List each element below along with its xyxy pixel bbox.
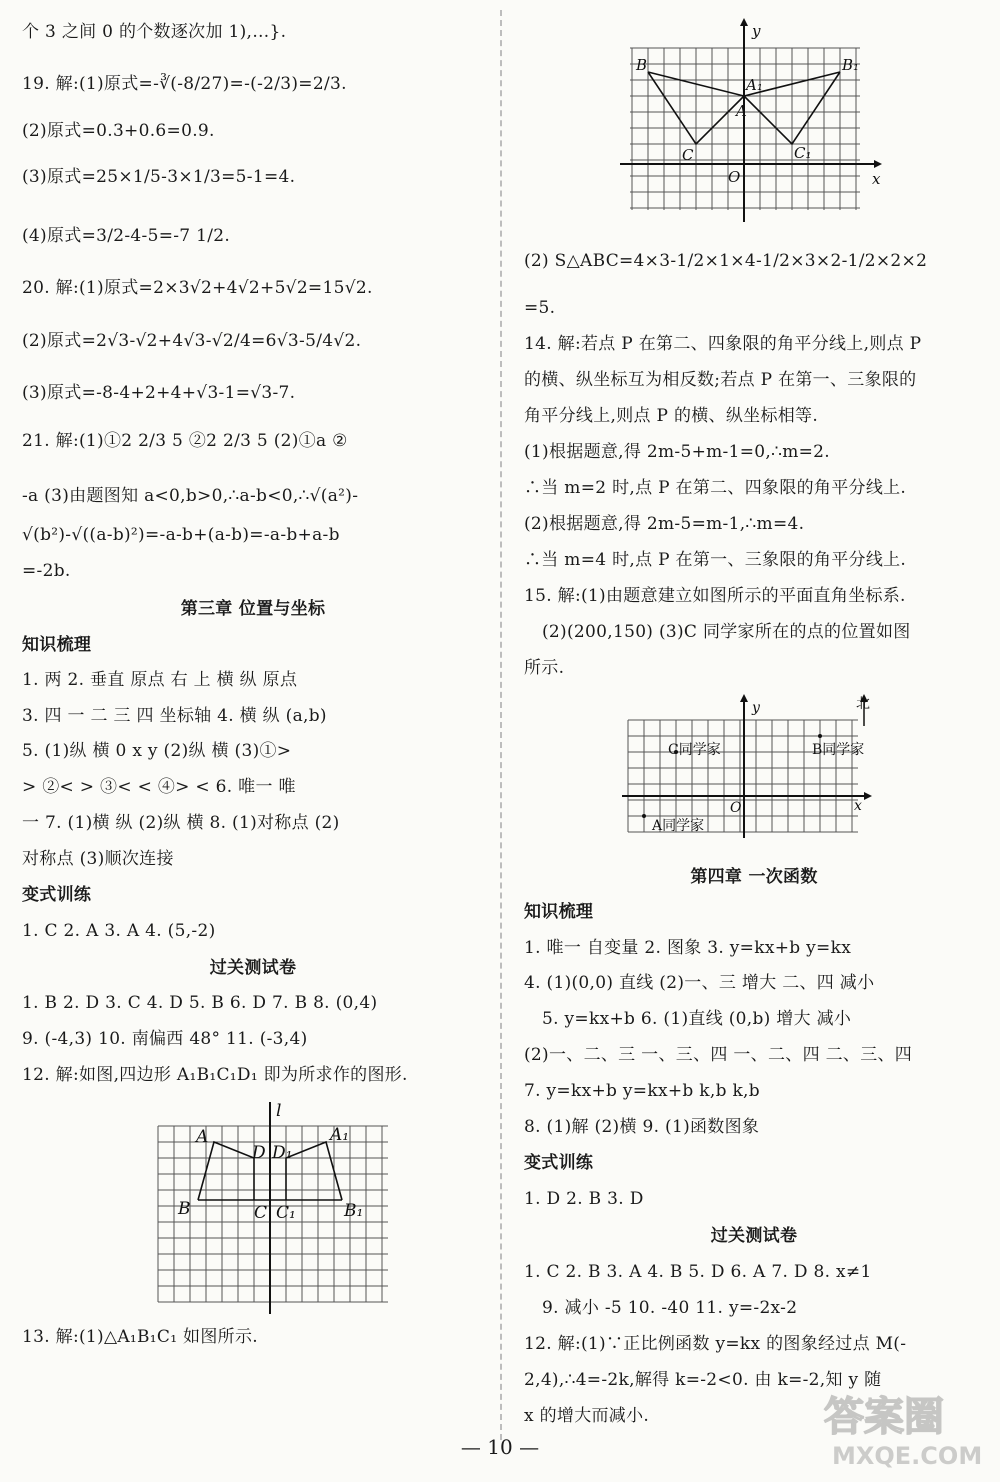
q14-line: 14. 解:若点 P 在第二、四象限的角平分线上,则点 P xyxy=(524,334,922,354)
label-D1: D₁ xyxy=(272,1143,293,1163)
text-line: =-2b. xyxy=(22,561,71,581)
label-y: y xyxy=(752,700,760,716)
label-north: 北 xyxy=(856,696,870,712)
point-A xyxy=(642,814,646,818)
variant-line: 1. C 2. A 3. A 4. (5,-2) xyxy=(22,921,216,941)
column-divider xyxy=(500,10,502,1440)
label-x: x xyxy=(854,798,862,814)
q21-line: 21. 解:(1)①2 2/3 5 ②2 2/3 5 (2)①a ② xyxy=(22,431,348,451)
label-C-home: C同学家 xyxy=(668,742,721,758)
text-line: (2)原式=0.3+0.6=0.9. xyxy=(22,121,215,141)
text-line: 角平分线上,则点 P 的横、纵坐标相等. xyxy=(524,406,819,426)
label-l: l xyxy=(276,1101,282,1121)
text-line: (4)原式=3/2-4-5=-7 1/2. xyxy=(22,226,231,246)
label-O: O xyxy=(728,168,741,186)
knowledge-line: 一 7. (1)横 纵 (2)纵 横 8. (1)对称点 (2) xyxy=(22,813,340,833)
text-line: √(b²)-√((a-b)²)=-a-b+(a-b)=-a-b+a-b xyxy=(22,525,340,545)
variant-heading: 变式训练 xyxy=(524,1153,594,1173)
knowledge-line: 1. 唯一 自变量 2. 图象 3. y=kx+b y=kx xyxy=(524,938,852,958)
knowledge-line: 7. y=kx+b y=kx+b k,b k,b xyxy=(524,1081,760,1101)
label-x: x xyxy=(872,170,881,188)
watermark-site: MXQE.COM xyxy=(832,1442,983,1470)
chapter3-title: 第三章 位置与坐标 xyxy=(180,599,326,619)
test-line: 1. B 2. D 3. C 4. D 5. B 6. D 7. B 8. (0,4) xyxy=(22,993,378,1013)
variant-heading: 变式训练 xyxy=(22,885,92,905)
knowledge-line: (2)一、二、三 一、三、四 一、二、四 二、三、四 xyxy=(524,1045,913,1065)
text-line: (3)原式=25×1/5-3×1/3=5-1=4. xyxy=(22,167,296,187)
text-line: (3)原式=-8-4+2+4+√3-1=√3-7. xyxy=(22,383,296,403)
watermark-logo xyxy=(818,1386,988,1474)
label-C1: C₁ xyxy=(276,1203,296,1223)
text-line: -a (3)由题图知 a<0,b>0,∴a-b<0,∴√(a²)- xyxy=(22,486,359,506)
label-A: A xyxy=(736,102,747,120)
q15-figure xyxy=(618,690,908,842)
q19-line: 19. 解:(1)原式=-∛(-8/27)=-(-2/3)=2/3. xyxy=(22,74,347,94)
test-line: 12. 解:(1)∵正比例函数 y=kx 的图象经过点 M(- xyxy=(524,1334,907,1354)
text-line: 个 3 之间 0 的个数逐次加 1),…}. xyxy=(22,22,287,42)
label-B: B xyxy=(636,56,648,74)
knowledge-line: 1. 两 2. 垂直 原点 右 上 横 纵 原点 xyxy=(22,670,298,690)
q15-line: 15. 解:(1)由题意建立如图所示的平面直角坐标系. xyxy=(524,586,906,606)
label-C: C xyxy=(254,1203,268,1223)
label-A1: A₁ xyxy=(330,1125,350,1145)
text-line: =5. xyxy=(524,298,556,318)
text-line: 所示. xyxy=(524,658,565,678)
chapter4-title: 第四章 一次函数 xyxy=(690,867,818,887)
test-line: 1. C 2. B 3. A 4. B 5. D 6. A 7. D 8. x≠1 xyxy=(524,1262,872,1282)
text-line: ∴当 m=4 时,点 P 在第一、三象限的角平分线上. xyxy=(524,550,907,570)
test-line: x 的增大而减小. xyxy=(524,1406,650,1426)
label-C1: C₁ xyxy=(794,144,812,162)
text-line: (2)原式=2√3-√2+4√3-√2/4=6√3-5/4√2. xyxy=(22,331,362,351)
knowledge-line: 8. (1)解 (2)横 9. (1)函数图象 xyxy=(524,1117,760,1137)
q20-line: 20. 解:(1)原式=2×3√2+4√2+5√2=15√2. xyxy=(22,278,373,298)
text-line: 的横、纵坐标互为相反数;若点 P 在第一、三象限的 xyxy=(524,370,917,390)
label-A: A xyxy=(196,1127,209,1147)
knowledge-line: 5. (1)纵 横 0 x y (2)纵 横 (3)①> xyxy=(22,741,292,761)
text-line: (2) S△ABC=4×3-1/2×1×4-1/2×3×2-1/2×2×2 xyxy=(524,251,928,271)
label-B1: B₁ xyxy=(842,56,860,74)
label-B: B xyxy=(178,1199,191,1219)
knowledge-heading: 知识梳理 xyxy=(22,635,92,655)
knowledge-line: 对称点 (3)顺次连接 xyxy=(22,849,174,869)
label-D: D xyxy=(252,1143,266,1163)
q12-figure xyxy=(152,1096,402,1318)
test-heading: 过关测试卷 xyxy=(710,1226,798,1246)
knowledge-line: 5. y=kx+b 6. (1)直线 (0,b) 增大 减小 xyxy=(542,1009,852,1029)
text-line: (2)(200,150) (3)C 同学家所在的点的位置如图 xyxy=(542,622,911,642)
test-line: 2,4),∴4=-2k,解得 k=-2<0. 由 k=-2,知 y 随 xyxy=(524,1370,882,1390)
q13-figure xyxy=(610,14,910,226)
knowledge-line: > ②< > ③< < ④> < 6. 唯一 唯 xyxy=(22,777,296,797)
variant-line: 1. D 2. B 3. D xyxy=(524,1189,644,1209)
knowledge-line: 4. (1)(0,0) 直线 (2)一、三 增大 二、四 减小 xyxy=(524,973,875,993)
knowledge-line: 3. 四 一 二 三 四 坐标轴 4. 横 纵 (a,b) xyxy=(22,706,327,726)
label-y: y xyxy=(752,22,761,40)
test-line: 12. 解:如图,四边形 A₁B₁C₁D₁ 即为所求作的图形. xyxy=(22,1065,408,1085)
knowledge-heading: 知识梳理 xyxy=(524,902,594,922)
page-number: — 10 — xyxy=(460,1435,540,1459)
label-B1: B₁ xyxy=(344,1201,364,1221)
label-A-home: A同学家 xyxy=(652,818,705,834)
test-line: 9. 减小 -5 10. -40 11. y=-2x-2 xyxy=(542,1298,798,1318)
label-A1: A₁ xyxy=(746,76,763,94)
label-O: O xyxy=(730,800,742,816)
text-line: (2)根据题意,得 2m-5=m-1,∴m=4. xyxy=(524,514,805,534)
label-B-home: B同学家 xyxy=(812,742,865,758)
label-C: C xyxy=(682,146,694,164)
watermark-text: 答案圈 xyxy=(824,1394,944,1440)
text-line: (1)根据题意,得 2m-5+m-1=0,∴m=2. xyxy=(524,442,830,462)
text-line: ∴当 m=2 时,点 P 在第二、四象限的角平分线上. xyxy=(524,478,907,498)
test-heading: 过关测试卷 xyxy=(209,958,297,978)
point-B xyxy=(818,734,822,738)
test-line: 9. (-4,3) 10. 南偏西 48° 11. (-3,4) xyxy=(22,1029,308,1049)
q13-line: 13. 解:(1)△A₁B₁C₁ 如图所示. xyxy=(22,1327,258,1347)
